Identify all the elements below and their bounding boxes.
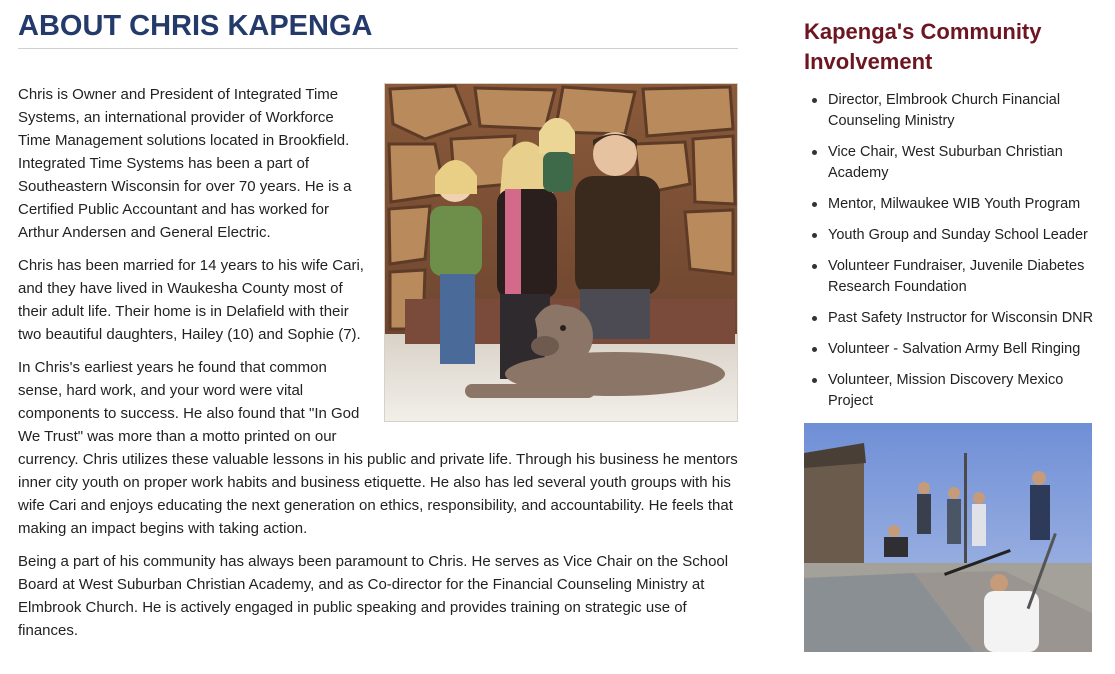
bullet-icon <box>812 98 817 103</box>
list-item <box>804 256 1110 298</box>
list-item <box>804 370 1110 412</box>
article-body <box>18 83 738 642</box>
family-photo <box>384 83 738 422</box>
bullet-icon <box>812 264 817 269</box>
sidebar-title: Kapenga's Community Involvement <box>804 19 1042 74</box>
paragraph-2: Chris has been married for 14 years to his wife Cari, and they have lived in Waukesha County most of their adult life. Their home is in Delafield with their two beautiful daughters, Hailey (10) and Sophie (7). <box>18 257 364 343</box>
paragraph-4: Being a part of his community has always been paramount to Chris. He serves as Vice Chair on the School Board at West Suburban Christian Academy, and as Co-director for the Financial Counseling Ministry at Elmbrook Church. He is actively engaged in public speaking and provides training on strategic use of finances. <box>18 553 729 639</box>
list-item <box>804 308 1110 329</box>
list-item-label: Past Safety Instructor for Wisconsin DNR <box>828 310 1094 326</box>
bullet-icon <box>812 347 817 352</box>
list-item <box>804 142 1110 184</box>
list-item-label: Director, Elmbrook Church Financial Counseling Ministry <box>828 92 1061 129</box>
bullet-icon <box>812 202 817 207</box>
bullet-icon <box>812 316 817 321</box>
mission-work-photo <box>804 423 1092 652</box>
list-item <box>804 225 1110 246</box>
main-content <box>18 0 738 652</box>
list-item-label: Volunteer Fundraiser, Juvenile Diabetes Research Foundation <box>828 258 1085 295</box>
list-item <box>804 339 1110 360</box>
involvement-list <box>804 90 1110 412</box>
list-item <box>804 194 1110 215</box>
bullet-icon <box>812 378 817 383</box>
list-item <box>804 90 1110 132</box>
paragraph-3: In Chris's earliest years he found that common sense, hard work, and your word were vital components to success. He also found that "In God We Trust" was more than a motto printed on our currency. Chris utilizes these valuable lessons in his public and private life. Through his business he mentors inner city youth on proper work habits and business etiquette. He also has led several youth groups with his wife Cari and enjoys educating the next generation on ethics, responsibility, and accountability. He feels that making an impact begins with taking action. <box>18 359 738 537</box>
list-item-label: Mentor, Milwaukee WIB Youth Program <box>828 196 1081 212</box>
list-item-label: Volunteer - Salvation Army Bell Ringing <box>828 341 1081 357</box>
bullet-icon <box>812 233 817 238</box>
paragraph-1: Chris is Owner and President of Integrated Time Systems, an international provider of Workforce Time Management solutions located in Brookfield. Integrated Time Systems has been a part of Southeastern Wisconsin for over 70 years. He is a Certified Public Accountant and has worked for Arthur Andersen and General Electric. <box>18 86 352 241</box>
sidebar <box>804 0 1110 422</box>
bullet-icon <box>812 150 817 155</box>
page-title: ABOUT CHRIS KAPENGA <box>18 0 738 49</box>
list-item-label: Youth Group and Sunday School Leader <box>828 227 1088 243</box>
list-item-label: Volunteer, Mission Discovery Mexico Project <box>828 372 1064 409</box>
list-item-label: Vice Chair, West Suburban Christian Academy <box>828 144 1063 181</box>
